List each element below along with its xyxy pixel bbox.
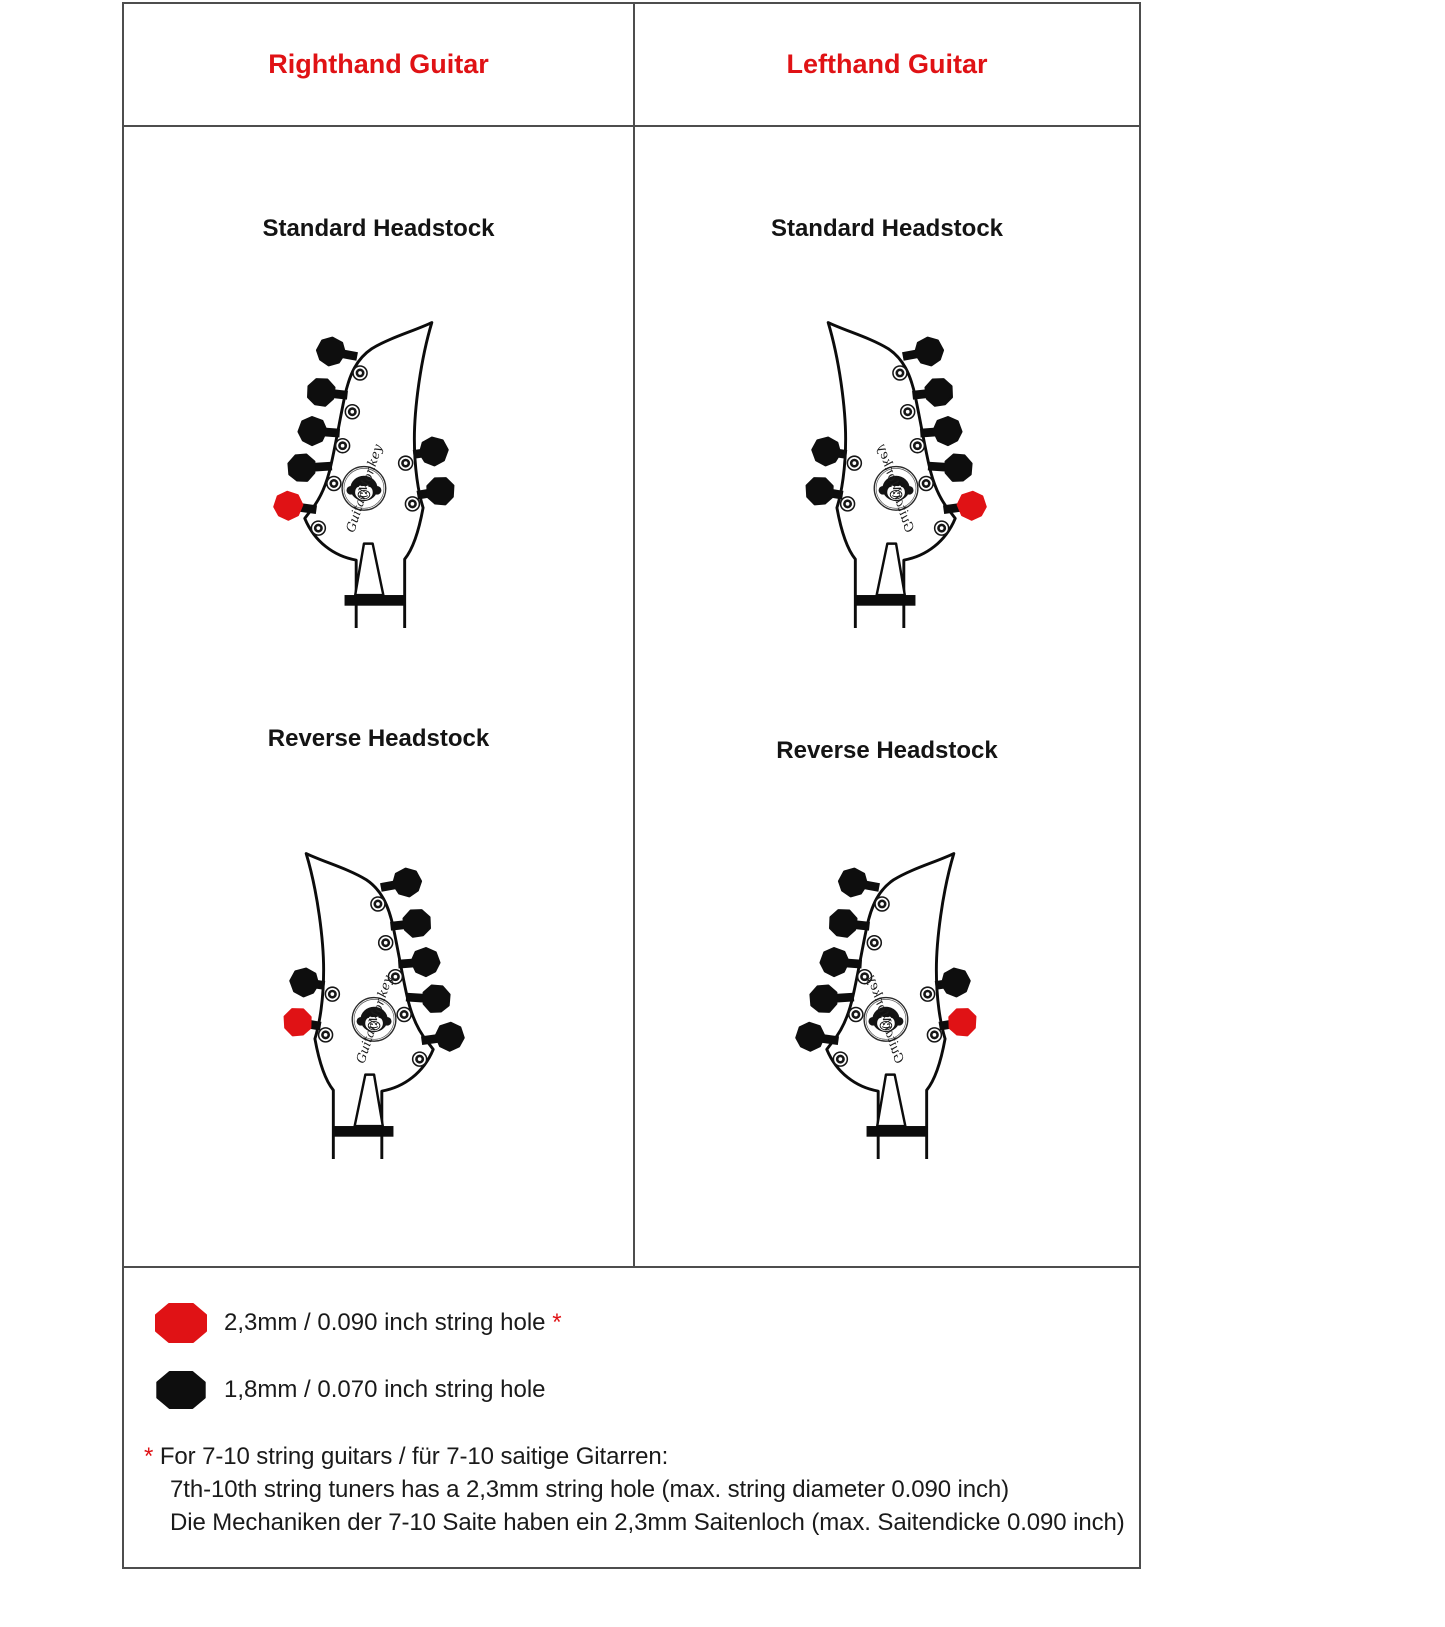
section-title-standard-lefthand: Standard Headstock <box>770 215 1004 242</box>
column-divider <box>633 4 635 1266</box>
standard-lefthand-headstock-figure <box>796 308 1000 628</box>
legend-footnote-marker: * <box>552 1309 562 1336</box>
reverse-righthand-headstock-figure <box>274 839 478 1159</box>
reverse-lefthand-headstock-figure <box>782 839 986 1159</box>
section-title-reverse-lefthand: Reverse Headstock <box>776 737 998 764</box>
legend-row-divider <box>124 1266 1139 1268</box>
footnote-line-2: 7th-10th string tuners has a 2,3mm string hole (max. string diameter 0.090 inch) <box>170 1476 1010 1503</box>
legend-label-small-hole: 1,8mm / 0.070 inch string hole <box>224 1376 546 1403</box>
header-row-divider <box>124 125 1139 127</box>
headstock-chart-table <box>122 2 1141 1569</box>
legend-label-large-hole: 2,3mm / 0.090 inch string hole * <box>224 1309 562 1336</box>
legend-item-large-hole <box>155 1301 562 1345</box>
footnote-line-1: * For 7-10 string guitars / für 7-10 saitige Gitarren: <box>144 1443 669 1470</box>
footnote <box>144 1440 1125 1539</box>
footnote-marker: * <box>144 1443 154 1470</box>
section-title-reverse-righthand: Reverse Headstock <box>267 725 490 752</box>
black-octagon-icon <box>155 1371 207 1409</box>
section-title-standard-righthand: Standard Headstock <box>262 215 495 242</box>
column-header-righthand: Righthand Guitar <box>268 49 489 79</box>
footnote-line-3: Die Mechaniken der 7-10 Saite haben ein 2,3mm Saitenloch (max. Saitendicke 0.090 inch) <box>170 1509 1125 1536</box>
standard-righthand-headstock-figure <box>260 308 464 628</box>
legend-item-small-hole <box>155 1368 546 1412</box>
red-octagon-icon <box>155 1303 207 1343</box>
column-header-lefthand: Lefthand Guitar <box>786 49 988 79</box>
